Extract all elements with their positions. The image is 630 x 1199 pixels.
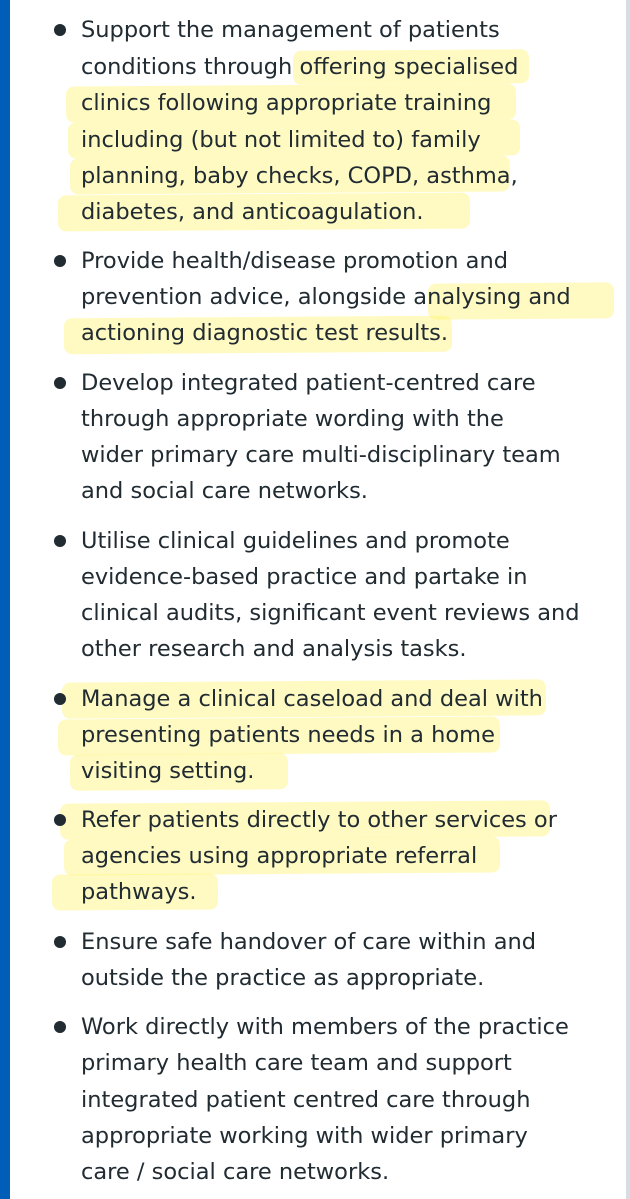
line: evidence-based practice and partake in bbox=[81, 564, 528, 590]
line: presenting patients needs in a home bbox=[81, 722, 495, 748]
bullet-dot bbox=[54, 255, 66, 267]
bullet-dot bbox=[54, 693, 66, 705]
line: wider primary care multi-disciplinary team bbox=[81, 442, 561, 468]
left-border bbox=[0, 0, 10, 1199]
line: integrated patient centred care through bbox=[81, 1087, 531, 1113]
line: diabetes, and anticoagulation. bbox=[81, 199, 424, 225]
line: visiting setting. bbox=[81, 758, 255, 784]
line: care / social care networks. bbox=[81, 1159, 390, 1185]
line: prevention advice, alongside analysing and bbox=[81, 284, 571, 310]
line: Develop integrated patient-centred care bbox=[81, 370, 536, 396]
line: Support the management of patients bbox=[81, 17, 500, 43]
line: actioning diagnostic test results. bbox=[81, 320, 449, 346]
bullet-dot bbox=[54, 814, 66, 826]
line: other research and analysis tasks. bbox=[81, 636, 467, 662]
line: clinical audits, significant event reviews and bbox=[81, 600, 580, 626]
line: Ensure safe handover of care within and bbox=[81, 929, 537, 955]
line: agencies using appropriate referral bbox=[81, 843, 478, 869]
bullet-dot bbox=[54, 936, 66, 948]
line: pathways. bbox=[81, 879, 197, 905]
line: planning, baby checks, COPD, asthma, bbox=[81, 163, 518, 189]
line: appropriate working with wider primary bbox=[81, 1123, 528, 1149]
line: including (but not limited to) family bbox=[81, 127, 481, 153]
right-border bbox=[626, 0, 630, 1199]
line: Utilise clinical guidelines and promote bbox=[81, 528, 510, 554]
line: and social care networks. bbox=[81, 478, 368, 504]
line: Provide health/disease promotion and bbox=[81, 248, 509, 274]
bullet-dot bbox=[54, 535, 66, 547]
line: Refer patients directly to other services or bbox=[81, 807, 557, 833]
bullet-dot bbox=[54, 1021, 66, 1033]
line: Work directly with members of the practice bbox=[81, 1014, 569, 1040]
line: Manage a clinical caseload and deal with bbox=[81, 686, 543, 712]
line: conditions through offering specialised bbox=[81, 54, 519, 80]
line: outside the practice as appropriate. bbox=[81, 965, 485, 991]
bullet-dot bbox=[54, 24, 66, 36]
bullet-dot bbox=[54, 377, 66, 389]
line: through appropriate wording with the bbox=[81, 406, 504, 432]
line: clinics following appropriate training bbox=[81, 90, 492, 116]
line: primary health care team and support bbox=[81, 1050, 512, 1076]
